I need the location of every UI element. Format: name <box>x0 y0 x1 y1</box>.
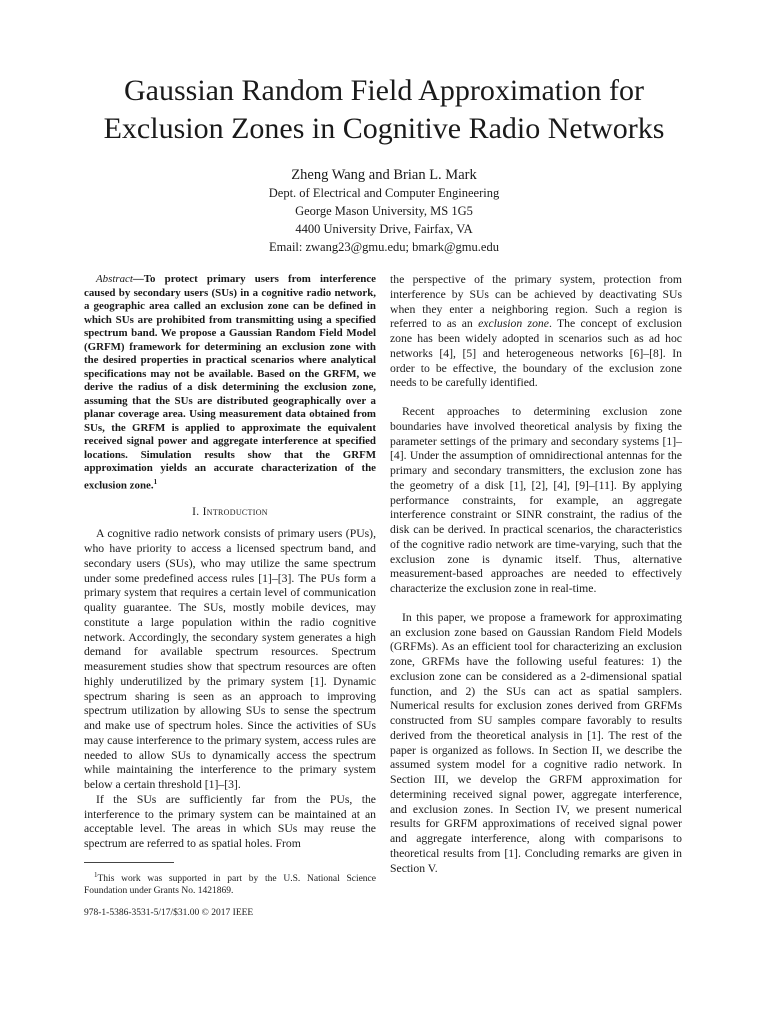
paragraph-text-b: . The concept of exclusion zone has been widely adopted in scenarios such as ad hoc networks [4], [5] and heterogeneous networks [6]–[8]. In order to be effective, the boundary of the exclusion zone needs to be carefully identified. <box>390 317 682 390</box>
title-block <box>0 72 768 256</box>
affiliation-university: George Mason University, MS 1G5 <box>295 204 473 218</box>
affiliation-email: Email: zwang23@gmu.edu; bmark@gmu.edu <box>269 240 499 254</box>
section-heading-introduction <box>84 505 376 520</box>
copyright-line: 978-1-5386-3531-5/17/$31.00 © 2017 IEEE <box>84 908 254 919</box>
section-title: Introduction <box>202 505 268 518</box>
section-number: I. <box>192 505 200 518</box>
right-column <box>390 273 682 876</box>
abstract-label: Abstract <box>96 273 133 285</box>
exclusion-zone-term: exclusion zone <box>478 317 549 331</box>
authors: Zheng Wang and Brian L. Mark <box>291 167 477 183</box>
footnote <box>84 869 376 897</box>
intro-paragraph-5: In this paper, we propose a framework for approximating an exclusion zone based on Gaussian Random Field Models (GRFMs). As an efficient tool for characterizing an exclusion zone, GRFMs have the following useful features: 1) the exclusion zone can be considered as a 2-dimensional spatial function, and 2) the SUs can act as spatial samplers. Numerical results for exclusion zones derived from GRFMs constructed from SU samples compare favorably to results derived from the theoretical analysis in [1]. The rest of the paper is organized as follows. In Section II, we describe the assumed system model for a cognitive radio network. In Section III, we develop the GRFM approximation for determining received signal power, aggregate interference, and exclusion zones. In Section IV, we present numerical results for GRFM approximations of received signal power and aggregate interference, along with comparisons to theoretical results from [1]. Concluding remarks are given in Section V. <box>390 610 682 875</box>
paper-title <box>0 72 768 148</box>
paragraph-gap <box>390 597 682 611</box>
intro-paragraph-2: If the SUs are sufficiently far from the PUs, the interference to the primary system can be maintained at an acceptable level. The areas in which SUs may reuse the spectrum are referred to as spatial holes. From <box>84 792 376 851</box>
paragraph-gap <box>390 391 682 405</box>
intro-paragraph-1: A cognitive radio network consists of primary users (PUs), who have priority to access a licensed spectrum band, and secondary users (SUs), who may utilize the same spectrum under some predefined access rules [1]–[3]. The PUs form a primary system that requires a certain level of communication quality guarantee. The SUs, mostly mobile devices, may constitute a large population within the radio cognitive network. Accordingly, the secondary system generates a high demand for available spectrum resources. Spectrum measurement studies show that spectrum resources are often highly underutilized by the primary system [1]. Dynamic spectrum sharing is seen as an approach to improving spectrum utilization by allowing SUs to sense the spectrum and make use of spectrum holes. Since the activities of SUs may cause interference to the primary system, access rules are needed to allow SUs to dynamically access the spectrum while maintaining the interference to the primary system below a certain threshold [1]–[3]. <box>84 527 376 792</box>
intro-paragraph-3 <box>390 273 682 391</box>
paragraph-text-a: the perspective of the primary system, protection from interference by SUs can be achieved by deactivating SUs when they enter a neighboring region. Such a region is referred to as an <box>390 273 682 331</box>
affiliation-address: 4400 University Drive, Fairfax, VA <box>295 222 473 236</box>
footnote-mark: 1 <box>94 870 98 879</box>
abstract-footnote-mark: 1 <box>153 477 158 486</box>
left-column <box>84 273 376 919</box>
abstract-text: —To protect primary users from interference caused by secondary users (SUs) in a cognitive radio network, a geographic area called an exclusion zone can be defined in which SUs are prohibited from transmitting using a specified spectrum band. We propose a Gaussian Random Field Model (GRFM) framework for determining an exclusion zone with the desired properties in practical scenarios where analytical specifications may not be available. Based on the GRFM, we derive the radius of a disk determining the exclusion zone, assuming that the SUs are distributed geographically over a planar coverage area. Using measurement data obtained from SUs, the GRFM is applied to approximate the equivalent received signal power and aggregate interference at specified locations. Simulation results show that the GRFM approximation yields an accurate characterization of the exclusion zone. <box>84 273 376 492</box>
affiliation-dept: Dept. of Electrical and Computer Engineering <box>268 186 500 200</box>
footnote-divider <box>84 862 174 863</box>
footnote-text: This work was supported in part by the U.S. National Science Foundation under Grants No. 1421869. <box>84 874 376 897</box>
intro-paragraph-4: Recent approaches to determining exclusion zone boundaries have involved theoretical analysis by fixing the parameter settings of the primary and secondary systems [1]–[4]. Under the assumption of omnidirectional antennas for the primary and secondary transmitters, the exclusion zone has the geometry of a disk [1], [2], [4], [9]–[11]. By applying performance constraints, for example, an aggregate interference constraint or SINR constraint, the radius of the disk can be derived. In practical scenarios, the characteristics of the cognitive radio network are time-varying, such that the exclusion zone is dynamic itself. Thus, alternative measurement-based approaches are needed to effectively characterize the exclusion zone in real-time. <box>390 405 682 595</box>
abstract <box>84 273 376 493</box>
affiliation <box>0 184 768 256</box>
title-line-2: Exclusion Zones in Cognitive Radio Networks <box>103 112 665 145</box>
title-line-1: Gaussian Random Field Approximation for <box>124 74 644 107</box>
